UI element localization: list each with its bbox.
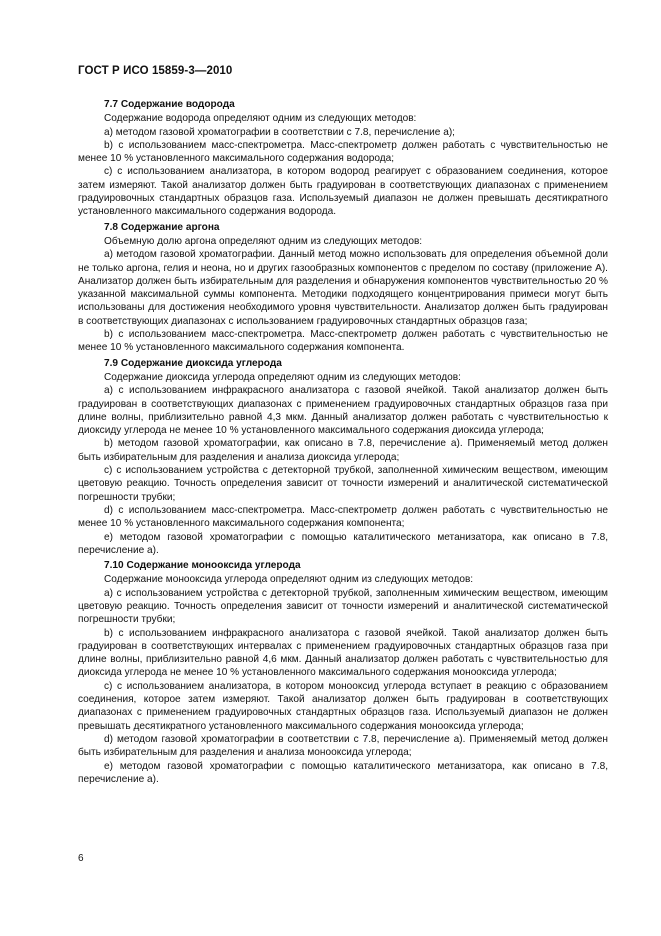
section-carbon-monoxide [78,559,608,786]
paragraph: а) с использованием устройства с детекторной трубкой, заполненным химическим веществом, имеющим цветовую реакцию. Точность определения зависит от точности измерений и аналитической систематической погрешности трубки; [78,587,608,626]
section-heading: 7.8 Содержание аргона [104,221,220,233]
document-header: ГОСТ Р ИСО 15859-3—2010 [78,65,233,77]
paragraph: а) с использованием инфракрасного анализатора с газовой ячейкой. Такой анализатор должен быть градуирован в соответствующих диапазонах с применением градуировочных стандартных образцов газа при длине волны, приблизительно равной 4,3 мкм. Данный анализатор должен работать с чувствительностью к диоксиду углерода не менее 10 % установленного максимального содержания диоксида углерода; [78,385,608,437]
paragraph: с) с использованием устройства с детекторной трубкой, заполненной химическим веществом, имеющим цветовую реакцию. Точность определения зависит от точности измерений и аналитической систематической погрешности трубки; [78,465,608,503]
section-heading: 7.9 Содержание диоксида углерода [104,357,282,369]
paragraph: Объемную долю аргона определяют одним из следующих методов: [104,235,423,247]
section-carbon-dioxide [78,357,608,557]
paragraph: Содержание диоксида углерода определяют одним из следующих методов: [104,371,461,383]
paragraph: с) с использованием анализатора, в котором монооксид углерода вступает в реакцию с образованием соединения, которое затем измеряют. Такой анализатор должен быть градуирован в соответствующих диапазонах с применением градуировочных стандартных образцов газа. Используемый диапазон не должен превышать десятикратного установленного максимального содержания монооксида углерода; [78,680,608,732]
paragraph: d) с использованием масс-спектрометра. Масс-спектрометр должен работать с чувствительностью не менее 10 % установленного максимального содержания компонента; [78,504,608,530]
paragraph: b) с использованием инфракрасного анализатора с газовой ячейкой. Такой анализатор должен быть градуирован в соответствующих интервалах с применением градуировочных стандартных образцов газа при длине волны, приблизительно равной 4,6 мкм. Данный анализатор должен работать с чувствительностью для диоксида углерода не менее 10 % установленного максимального содержания монооксида углерода; [78,627,608,679]
paragraph: е) методом газовой хроматографии с помощью каталитического метанизатора, как описано в 7.8, перечисление а). [78,531,608,556]
paragraph: Содержание водорода определяют одним из следующих методов: [104,113,417,125]
paragraph: с) с использованием анализатора, в котором водород реагирует с образованием соединения, которое затем измеряют. Такой анализатор должен быть градуирован в соответствующих диапазонах с применением градуировочных стандартных образцов газа. Используемый диапазон не должен превышать десятикратного установленного максимального содержания водорода. [78,166,608,218]
paragraph: Содержание монооксида углерода определяют одним из следующих методов: [104,574,474,586]
paragraph: а) методом газовой хроматографии в соответствии с 7.8, перечисление а); [104,126,455,138]
section-heading: 7.10 Содержание монооксида углерода [104,560,301,572]
paragraph: d) методом газовой хроматографии в соответствии с 7.8, перечисление а). Применяемый метод должен быть избирательным для разделения и анализа монооксида углерода; [78,733,608,759]
paragraph: а) методом газовой хроматографии. Данный метод можно использовать для определения объемной доли не только аргона, гелия и неона, но и других газообразных компонентов с пределом по составу (приложение А). Анализатор должен быть избирательным для разделения и обнаружения компонентов чувствительностью 20 % указанной максимальной суммы компонента. Методики подходящего концентрирования примеси могут быть использованы для достижения необходимого уровня чувствительности. Анализатор должен быть градуирован в соответствующих диапазонах с использованием градуировочных стандартных образцов газа; [78,249,608,327]
page-number: 6 [78,853,84,864]
section-argon [78,221,608,355]
section-hydrogen [78,98,608,219]
paragraph: b) с использованием масс-спектрометра. Масс-спектрометр должен работать с чувствительностью не менее 10 % установленного максимального содержания водорода; [78,139,608,165]
paragraph: е) методом газовой хроматографии с помощью каталитического метанизатора, как описано в 7.8, перечисление а). [78,760,608,785]
document-body [78,96,608,786]
paragraph: b) методом газовой хроматографии, как описано в 7.8, перечисление а). Применяемый метод должен быть избирательным для разделения и анализа диоксида углерода; [78,438,608,463]
paragraph: b) с использованием масс-спектрометра. Масс-спектрометр должен работать с чувствительностью не менее 10 % установленного максимального содержания компонента. [78,329,608,354]
section-heading: 7.7 Содержание водорода [104,99,235,110]
